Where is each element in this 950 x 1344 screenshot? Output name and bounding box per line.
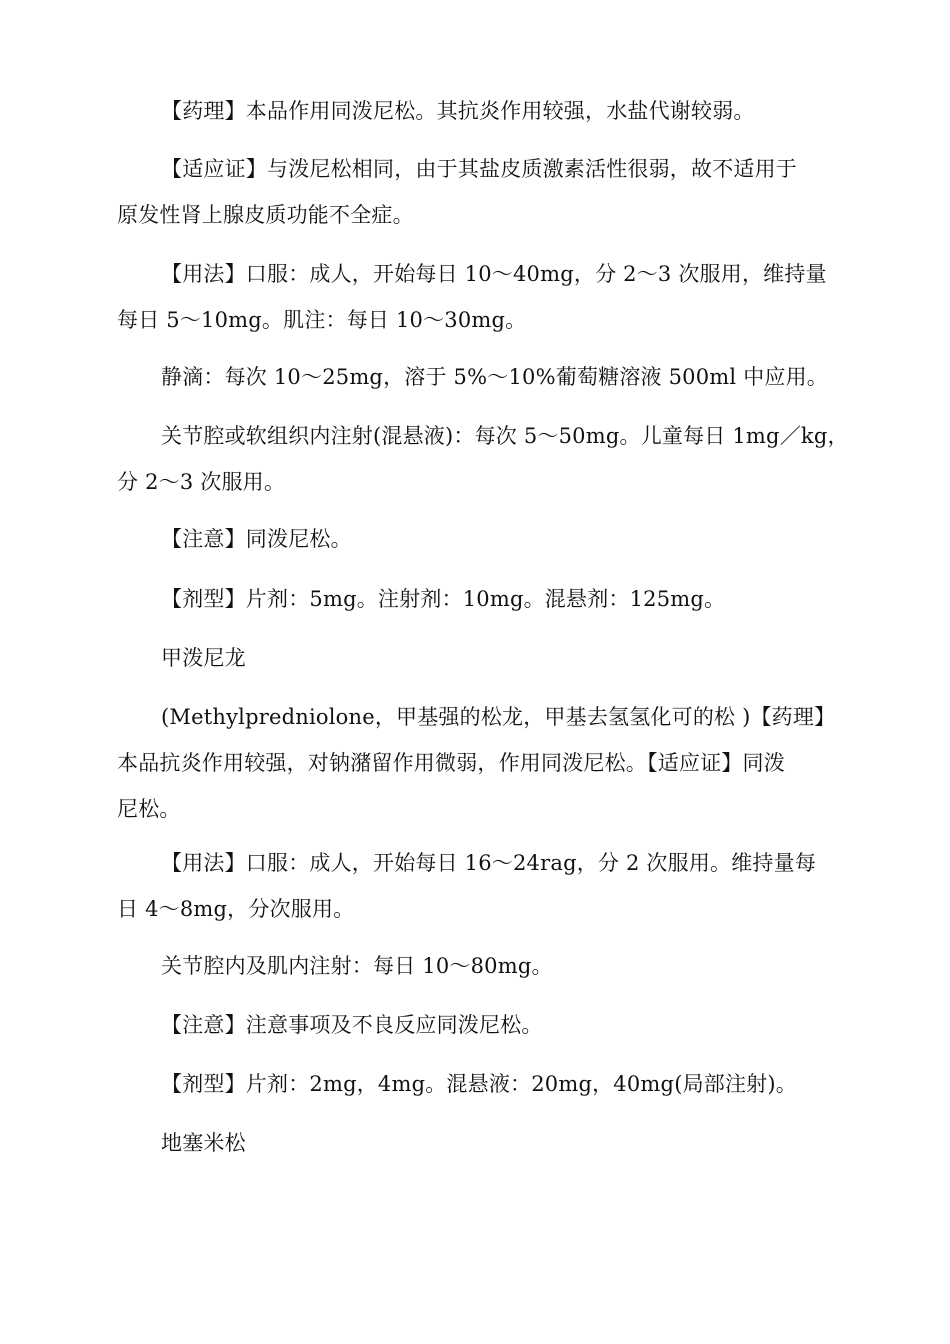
text-line: 关节腔内及肌内注射：每日 10～80mg。 xyxy=(161,954,553,978)
paragraph-methylprednisolone-usage xyxy=(117,840,837,932)
text-line: 原发性肾上腺皮质功能不全症。 xyxy=(117,203,414,227)
paragraph-dosage-forms xyxy=(117,576,837,622)
text-line: 【注意】注意事项及不良反应同泼尼松。 xyxy=(161,1013,543,1037)
paragraph-methylprednisolone-intro xyxy=(117,694,837,832)
paragraph-pharmacology xyxy=(117,88,837,134)
text-line: 【适应证】与泼尼松相同，由于其盐皮质激素活性很弱，故不适用于 xyxy=(161,157,797,181)
text-line: 本品抗炎作用较强，对钠潴留作用微弱，作用同泼尼松。【适应证】同泼 xyxy=(117,751,785,775)
text-line: 【用法】口服：成人，开始每日 16～24rag，分 2 次服用。维持量每 xyxy=(161,851,817,875)
text-line: 【注意】同泼尼松。 xyxy=(161,527,352,551)
paragraph-methylprednisolone-precautions xyxy=(117,1002,837,1048)
paragraph-indications xyxy=(117,146,837,238)
paragraph-joint-injection xyxy=(117,413,849,505)
text-line: 【药理】本品作用同泼尼松。其抗炎作用较强，水盐代谢较弱。 xyxy=(161,99,755,123)
text-line: 甲泼尼龙 xyxy=(161,646,246,670)
paragraph-iv-drip xyxy=(117,354,837,400)
text-line: 分 2～3 次服用。 xyxy=(117,470,286,494)
text-line: 关节腔或软组织内注射(混悬液)：每次 5～50mg。儿童每日 1mg／kg， xyxy=(161,424,849,448)
paragraph-methylprednisolone-dosage-forms xyxy=(117,1061,837,1107)
text-line: (Methylpredniolone，甲基强的松龙，甲基去氢氢化可的松 )【药理】 xyxy=(161,705,836,729)
drug-heading-methylprednisolone xyxy=(117,635,837,681)
text-line: 日 4～8mg，分次服用。 xyxy=(117,897,355,921)
text-line: 每日 5～10mg。肌注：每日 10～30mg。 xyxy=(117,308,527,332)
paragraph-methylprednisolone-injection xyxy=(117,943,837,989)
text-line: 【剂型】片剂：2mg，4mg。混悬液：20mg，40mg(局部注射)。 xyxy=(161,1072,797,1096)
text-line: 【剂型】片剂：5mg。注射剂：10mg。混悬剂：125mg。 xyxy=(161,587,726,611)
paragraph-precautions xyxy=(117,516,837,562)
text-line: 地塞米松 xyxy=(161,1131,246,1155)
text-line: 【用法】口服：成人，开始每日 10～40mg，分 2～3 次服用，维持量 xyxy=(161,262,827,286)
paragraph-usage xyxy=(117,251,837,343)
drug-heading-dexamethasone xyxy=(117,1120,837,1166)
text-line: 静滴：每次 10～25mg，溶于 5%～10%葡萄糖溶液 500ml 中应用。 xyxy=(161,365,829,389)
text-line: 尼松。 xyxy=(117,797,181,821)
